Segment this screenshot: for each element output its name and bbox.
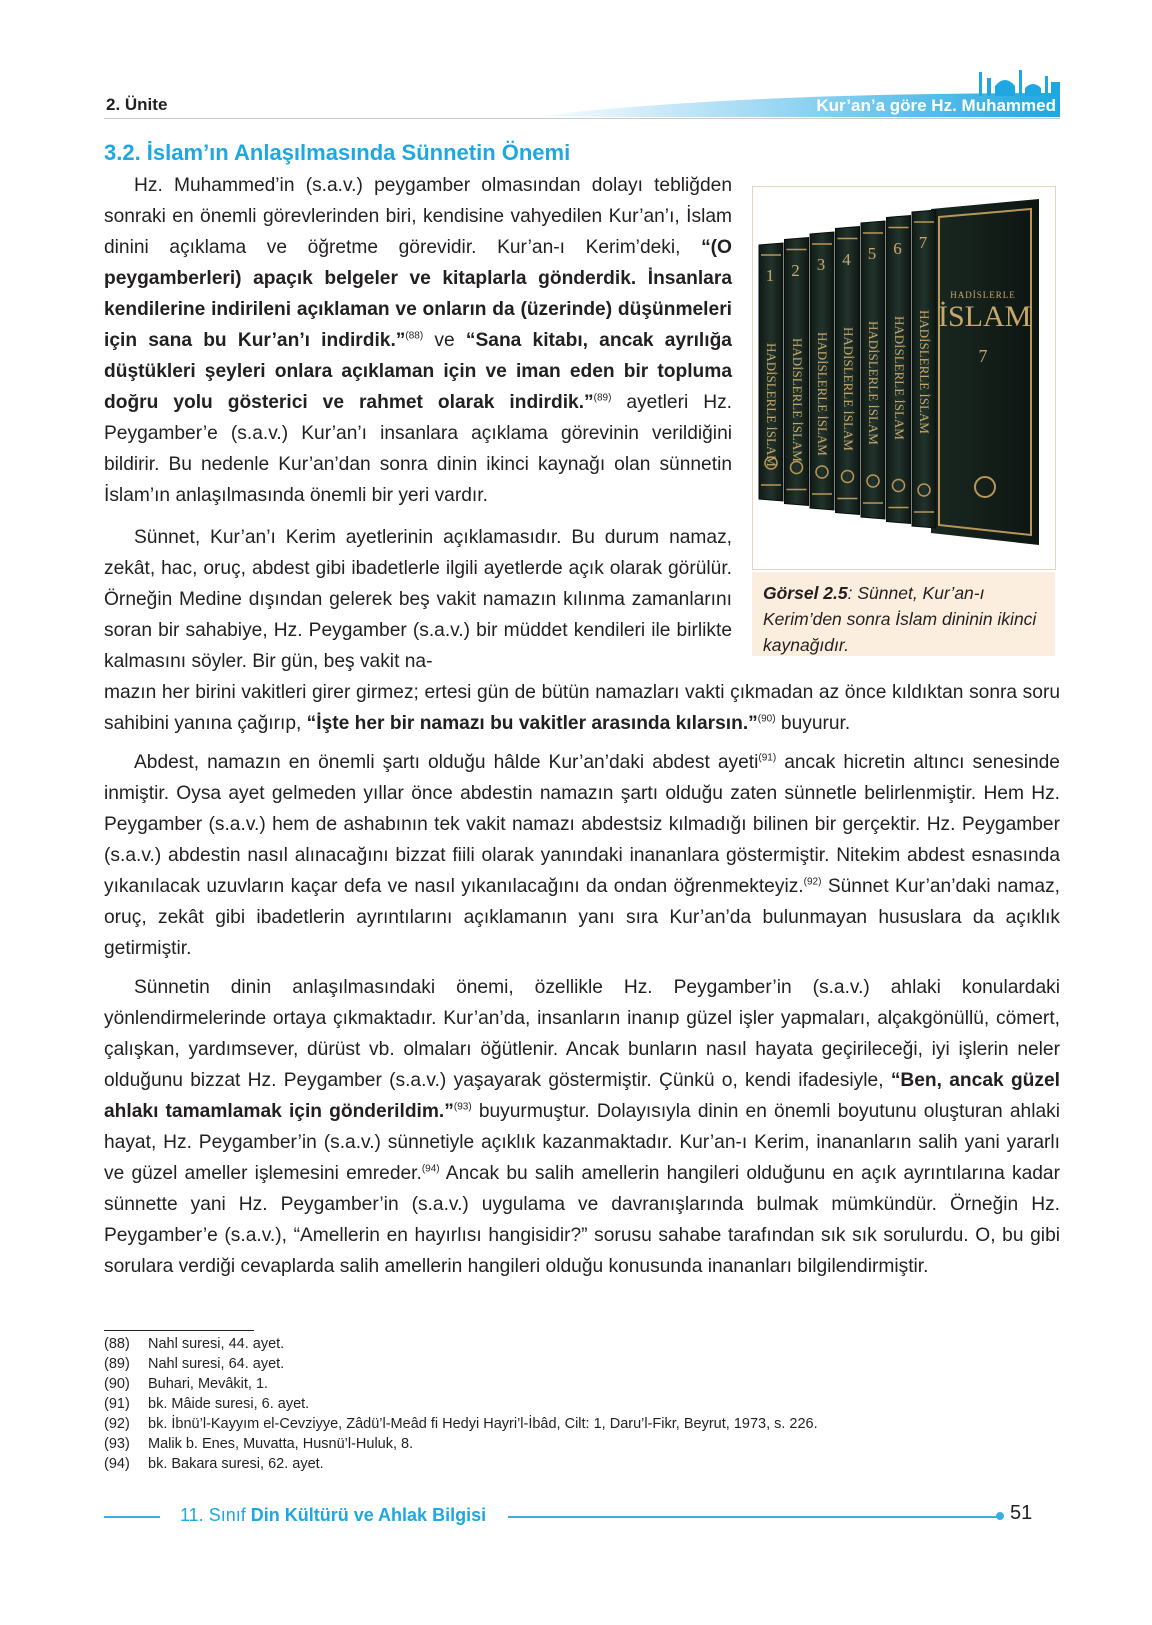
quote: “(O peygamberleri) apaçık belgeler ve kitaplarla gönderdik. İnsanlara kendilerine indirileni açıklaman ve onların da (üzerinde) düşünmeleri için sana bu Kur’an’ı indirdik.” — [104, 237, 732, 351]
footnote — [104, 1414, 818, 1434]
footnote-number: (92) — [104, 1416, 130, 1432]
caption-text: : Sünnet, Kur’an-ı Kerim’den sonra İslam dininin ikinci kaynağıdır. — [763, 583, 1037, 655]
footnote — [104, 1394, 818, 1414]
footnote-number: (94) — [104, 1456, 130, 1472]
footnote-number: (88) — [104, 1336, 130, 1352]
footnote-number: (93) — [104, 1436, 130, 1452]
footnote — [104, 1454, 818, 1474]
volume-number: 1 — [765, 266, 775, 285]
paragraph-2-upper — [104, 522, 732, 677]
footnote-ref: (94) — [421, 1163, 440, 1175]
spine-title: HADİSLERLE İSLAM — [840, 326, 856, 451]
paragraph-text: Ancak bu salih amellerin hangileri olduğunu en açık ayrıntılarına kadar sünnette yani Hz. Peygamber’in (s.a.v.) uygulama ve davranışlarında bulmak mümkündür. Örneğin Hz. Peygamber’e (s.a.v.), “Amellerin en hayırlısı hangisidir?” sorusu sahabe tarafından sık sık sorulurdu. O, bu gibi sorulara verdiği cevaplarda salih amellerin hangileri olduğu konusunda inananları bilgilendirmiştir. — [104, 1163, 1060, 1277]
footnote — [104, 1374, 818, 1394]
footnote-ref: (88) — [405, 330, 424, 342]
footnote — [104, 1334, 818, 1354]
footer-line-right — [508, 1516, 998, 1518]
footnote-number: (90) — [104, 1376, 130, 1392]
cover-volume-number: 7 — [978, 346, 988, 366]
footnote-ref: (93) — [453, 1101, 472, 1113]
volume-number: 6 — [893, 238, 902, 258]
volume-number: 3 — [816, 255, 826, 274]
chapter-title: Kur’an’a göre Hz. Muhammed — [816, 96, 1056, 115]
header-divider — [104, 118, 1060, 119]
cover-title-block — [938, 290, 1032, 367]
footnote-divider — [104, 1330, 254, 1331]
unit-label: 2. Ünite — [106, 95, 168, 114]
footnote-text: bk. İbnü’l-Kayyım el-Cevziyye, Zâdü’l-Meâd fi Hedyi Hayri’l-İbâd, Cilt: 1, Daru’l-Fikr, Beyrut, 1973, s. 226. — [148, 1416, 818, 1432]
footnote-text: Buhari, Mevâkit, 1. — [148, 1376, 269, 1392]
mosque-skyline-icon — [975, 66, 1060, 96]
paragraph-1 — [104, 170, 732, 511]
volume-number: 7 — [918, 233, 928, 252]
footnote-text: bk. Mâide suresi, 6. ayet. — [148, 1396, 310, 1412]
spine-title: HADİSLERLE İSLAM — [891, 315, 907, 440]
paragraph-text: buyurur. — [775, 713, 851, 734]
footnote-text: Nahl suresi, 44. ayet. — [148, 1336, 285, 1352]
figure-caption — [763, 580, 1048, 658]
footer-dot-icon — [996, 1512, 1004, 1520]
page-number: 51 — [1010, 1502, 1033, 1524]
paragraph-text: Hz. Muhammed’in (s.a.v.) peygamber olmasından dolayı tebliğden sonraki en önemli görevlerinden biri, kendisine vahyedilen Kur’an’ı, İslam dinini açıklama ve öğretme görevidir. Kur’an-ı Kerim’deki, — [104, 175, 732, 258]
caption-label: Görsel 2.5 — [763, 583, 848, 603]
footnote-number: (91) — [104, 1396, 130, 1412]
volume-number: 4 — [842, 249, 851, 269]
cover-title-top: HADİSLERLE — [950, 290, 1016, 300]
paragraph-2-lower — [104, 677, 1060, 739]
spine-title: HADİSLERLE İSLAM — [917, 310, 932, 434]
paragraph-text: ve — [423, 330, 466, 351]
paragraph-3 — [104, 747, 1060, 964]
quote: “İşte her bir namazı bu vakitler arasında kılarsın.” — [306, 713, 758, 734]
spine-title: HADİSLERLE İSLAM — [815, 332, 830, 456]
paragraph-text: ancak hicretin altıncı senesinde inmiştir. Oysa ayet gelmeden yıllar önce abdestin namazın şartı olduğu zaten sünnetle belirlenmiştir. Hem Hz. Peygamber (s.a.v.) hem de ashabının tek vakit namazı abdestsiz kılmadığı bilinen bir gerçektir. Hz. Peygamber (s.a.v.) abdestin nasıl alınacağını bizzat fiili olarak yanındaki inananlara göstermiştir. Nitekim abdest esnasında yıkanılacak uzuvların kaçar defa ve nasıl yıkanılacağını da ondan öğrenmekteyiz. — [104, 752, 1060, 897]
footnote — [104, 1354, 818, 1374]
volume-number: 5 — [867, 244, 877, 263]
paragraph-text: Abdest, namazın en önemli şartı olduğu hâlde Kur’an’daki abdest ayeti — [134, 752, 759, 773]
paragraph-text: ayetleri Hz. Peygamber’e (s.a.v.) Kur’an’ı insanlara açıklama görevinin verildiğini bildirir. Bu nedenle Kur’an’dan sonra dinin ikinci kaynağı olan sünnetin İslam’ın anlaşılmasında önemli bir yeri vardır. — [104, 392, 733, 506]
paragraph-text: mazın her birini vakitleri girer girmez; ertesi gün de bütün namazları vakti çıkmadan az önce kıldıktan sonra soru sahibini yanına çağırıp, — [104, 682, 1060, 734]
footer-course — [180, 1505, 486, 1526]
paragraph-text: Sünnet Kur’an’daki namaz, oruç, zekât gibi ibadetlerin ayrıntılarını açıklamanın yanı sıra Kur’an’da bulunmayan hususlara da açıklık getirmiştir. — [104, 876, 1060, 959]
spine-title: HADİSLERLE İSLAM — [764, 343, 779, 467]
footer-grade: 11. Sınıf — [180, 1505, 251, 1525]
book-cover — [931, 199, 1039, 545]
footer-course-name: Din Kültürü ve Ahlak Bilgisi — [250, 1505, 487, 1525]
spine-title: HADİSLERLE İSLAM — [789, 337, 805, 462]
footnote-text: Nahl suresi, 64. ayet. — [148, 1356, 285, 1372]
footnote-ref: (90) — [757, 713, 776, 725]
cover-title: İSLAM — [938, 300, 1032, 333]
paragraph-4 — [104, 972, 1060, 1282]
quote: “Sana kitabı, ancak ayrılığa düştükleri şeyleri onlara açıklaman için ve iman eden bir topluma doğru yolu gösterici ve rahmet olarak indirdik.” — [104, 330, 732, 413]
footnote — [104, 1434, 818, 1454]
footnote-ref: (91) — [758, 752, 777, 764]
section-title: 3.2. İslam’ın Anlaşılmasında Sünnetin Önemi — [104, 140, 571, 165]
footnote-text: Malik b. Enes, Muvatta, Husnü’l-Huluk, 8. — [148, 1436, 414, 1452]
footnote-number: (89) — [104, 1356, 130, 1372]
quote: “Ben, ancak güzel ahlakı tamamlamak için gönderildim.” — [104, 1070, 1060, 1122]
paragraph-text: buyurmuştur. Dolayısıyla dinin en önemli boyutunu oluşturan ahlaki hayat, Hz. Peygamber’in (s.a.v.) sünnetiyle açıklık kazanmaktadır. Kur’an-ı Kerim, inananların salih yani yararlı ve güzel ameller işlemesini emreder. — [104, 1101, 1060, 1184]
footnote-ref: (89) — [593, 392, 612, 404]
paragraph-text: Sünnet, Kur’an’ı Kerim ayetlerinin açıklamasıdır. Bu durum namaz, zekât, hac, oruç, abdest gibi ibadetlerle ilgili ayetlerde açık olarak görülür. Örneğin Medine dışından gelerek beş vakit namazın kılınma zamanlarını soran bir sahabiye, Hz. Peygamber (s.a.v.) bir müddet kendileri ile birlikte kalmasını söyler. Bir gün, beş vakit na- — [104, 527, 732, 672]
spine-title: HADİSLERLE İSLAM — [866, 321, 881, 445]
paragraph-text: Sünnetin dinin anlaşılmasındaki önemi, özellikle Hz. Peygamber’in (s.a.v.) ahlaki konulardaki yönlendirmelerinde ortaya çıkmaktadır. Kur’an’da, insanların inanıp güzel işler yapmaları, alçakgönüllü, cömert, çalışkan, yardımsever, dürüst vb. olmaları öğütlenir. Ancak bunların nasıl hayata geçirileceği, iyi işlerin neler olduğunu bizzat Hz. Peygamber (s.a.v.) yaşayarak göstermiştir. Çünkü o, kendi ifadesiyle, — [104, 977, 1060, 1091]
volume-number: 2 — [791, 260, 800, 280]
footer-line-left — [104, 1516, 160, 1518]
footnote-ref: (92) — [803, 876, 822, 888]
footnotes — [104, 1334, 818, 1474]
footnote-text: bk. Bakara suresi, 62. ayet. — [148, 1456, 324, 1472]
